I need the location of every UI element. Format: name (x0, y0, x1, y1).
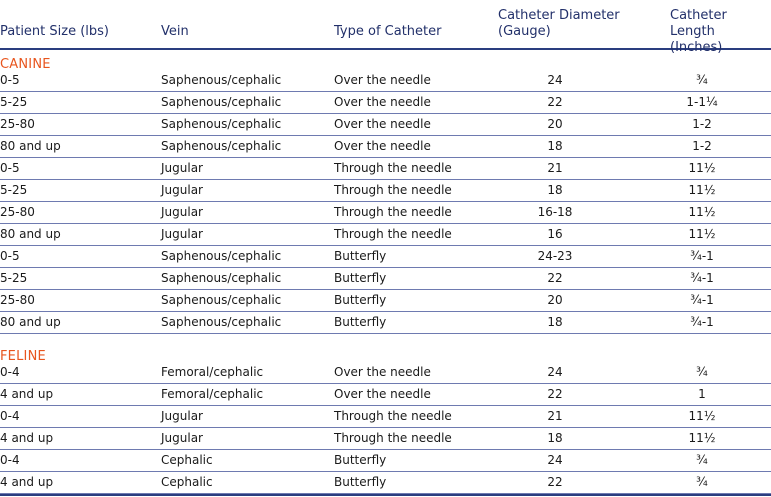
cell-size: 5-25 (0, 183, 28, 197)
cell-type: Butterfly (334, 315, 387, 329)
table-row (0, 406, 771, 428)
cell-vein: Cephalic (161, 475, 213, 489)
cell-vein: Saphenous/cephalic (161, 271, 282, 285)
cell-vein: Saphenous/cephalic (161, 73, 282, 87)
section-title-feline: FELINE (0, 349, 46, 364)
header-length (670, 8, 771, 56)
cell-gauge: 18 (547, 315, 563, 329)
cell-size: 4 and up (0, 475, 54, 489)
cell-type: Butterfly (334, 249, 387, 263)
cell-gauge: 21 (547, 161, 563, 175)
cell-gauge: 20 (547, 117, 563, 131)
cell-length: ¾ (696, 475, 708, 489)
cell-size: 80 and up (0, 139, 61, 153)
section-title-canine: CANINE (0, 57, 51, 72)
cell-gauge: 22 (547, 475, 563, 489)
cell-gauge: 18 (547, 183, 563, 197)
table-row (0, 224, 771, 246)
cell-type: Over the needle (334, 365, 431, 379)
table-row (0, 158, 771, 180)
cell-size: 5-25 (0, 95, 28, 109)
cell-gauge: 24 (547, 365, 563, 379)
cell-size: 0-5 (0, 249, 20, 263)
cell-vein: Femoral/cephalic (161, 387, 264, 401)
header-patient-size: Patient Size (lbs) (0, 24, 109, 39)
cell-vein: Saphenous/cephalic (161, 293, 282, 307)
cell-type: Through the needle (334, 431, 452, 445)
cell-gauge: 22 (547, 271, 563, 285)
header-diameter-line1: Catheter Diameter (498, 8, 620, 23)
cell-length: ¾-1 (690, 293, 714, 307)
cell-length: 11½ (688, 161, 716, 175)
table-row (0, 450, 771, 472)
cell-gauge: 22 (547, 387, 563, 401)
cell-size: 25-80 (0, 205, 35, 219)
cell-length: 11½ (688, 409, 716, 423)
cell-type: Butterfly (334, 293, 387, 307)
cell-gauge: 24-23 (537, 249, 573, 263)
cell-type: Butterfly (334, 475, 387, 489)
header-diameter-line2: (Gauge) (498, 24, 551, 39)
cell-length: 11½ (688, 431, 716, 445)
cell-vein: Saphenous/cephalic (161, 117, 282, 131)
table-row (0, 362, 771, 384)
cell-length: 1-2 (692, 117, 712, 131)
cell-length: ¾ (696, 365, 708, 379)
table-row (0, 92, 771, 114)
header-vein: Vein (161, 24, 189, 39)
cell-gauge: 16 (547, 227, 563, 241)
cell-vein: Jugular (161, 227, 203, 241)
cell-gauge: 18 (547, 139, 563, 153)
header-length-line1: Catheter Length (670, 8, 727, 39)
cell-type: Through the needle (334, 227, 452, 241)
cell-vein: Cephalic (161, 453, 213, 467)
cell-size: 0-5 (0, 161, 20, 175)
cell-length: 1-2 (692, 139, 712, 153)
cell-gauge: 22 (547, 95, 563, 109)
header-length-line2: (Inches) (670, 40, 723, 55)
table-row (0, 246, 771, 268)
cell-size: 80 and up (0, 315, 61, 329)
cell-length: 11½ (688, 183, 716, 197)
cell-size: 5-25 (0, 271, 28, 285)
table-row (0, 290, 771, 312)
header-catheter-type: Type of Catheter (334, 24, 442, 39)
cell-type: Butterfly (334, 271, 387, 285)
cell-size: 25-80 (0, 293, 35, 307)
cell-length: ¾ (696, 453, 708, 467)
cell-length: ¾-1 (690, 271, 714, 285)
cell-type: Over the needle (334, 387, 431, 401)
table-header (0, 0, 771, 55)
table-row (0, 384, 771, 406)
table-row (0, 428, 771, 450)
cell-type: Over the needle (334, 139, 431, 153)
cell-vein: Jugular (161, 431, 203, 445)
table-row (0, 312, 771, 334)
cell-type: Through the needle (334, 183, 452, 197)
cell-gauge: 21 (547, 409, 563, 423)
cell-size: 25-80 (0, 117, 35, 131)
cell-gauge: 18 (547, 431, 563, 445)
cell-length: 1 (698, 387, 706, 401)
cell-type: Over the needle (334, 117, 431, 131)
cell-size: 0-4 (0, 453, 20, 467)
cell-length: ¾-1 (690, 315, 714, 329)
table-row (0, 114, 771, 136)
table-row (0, 180, 771, 202)
cell-vein: Jugular (161, 183, 203, 197)
cell-type: Through the needle (334, 161, 452, 175)
cell-gauge: 16-18 (537, 205, 573, 219)
cell-length: 11½ (688, 227, 716, 241)
cell-vein: Saphenous/cephalic (161, 139, 282, 153)
table-row (0, 70, 771, 92)
cell-length: 1-1¼ (686, 95, 718, 109)
cell-size: 0-4 (0, 409, 20, 423)
header-diameter (498, 8, 620, 40)
cell-gauge: 24 (547, 73, 563, 87)
cell-gauge: 24 (547, 453, 563, 467)
cell-type: Through the needle (334, 409, 452, 423)
cell-vein: Jugular (161, 161, 203, 175)
cell-size: 80 and up (0, 227, 61, 241)
cell-vein: Jugular (161, 409, 203, 423)
cell-type: Butterfly (334, 453, 387, 467)
cell-size: 0-4 (0, 365, 20, 379)
table-row (0, 202, 771, 224)
cell-length: ¾ (696, 73, 708, 87)
cell-vein: Saphenous/cephalic (161, 249, 282, 263)
cell-length: ¾-1 (690, 249, 714, 263)
cell-size: 0-5 (0, 73, 20, 87)
table-bottom-rule (0, 494, 771, 496)
cell-length: 11½ (688, 205, 716, 219)
cell-type: Through the needle (334, 205, 452, 219)
cell-gauge: 20 (547, 293, 563, 307)
table-row (0, 136, 771, 158)
cell-type: Over the needle (334, 95, 431, 109)
table-row (0, 472, 771, 494)
cell-size: 4 and up (0, 387, 54, 401)
cell-vein: Saphenous/cephalic (161, 95, 282, 109)
cell-vein: Saphenous/cephalic (161, 315, 282, 329)
cell-type: Over the needle (334, 73, 431, 87)
cell-vein: Femoral/cephalic (161, 365, 264, 379)
cell-size: 4 and up (0, 431, 54, 445)
cell-vein: Jugular (161, 205, 203, 219)
table-row (0, 268, 771, 290)
